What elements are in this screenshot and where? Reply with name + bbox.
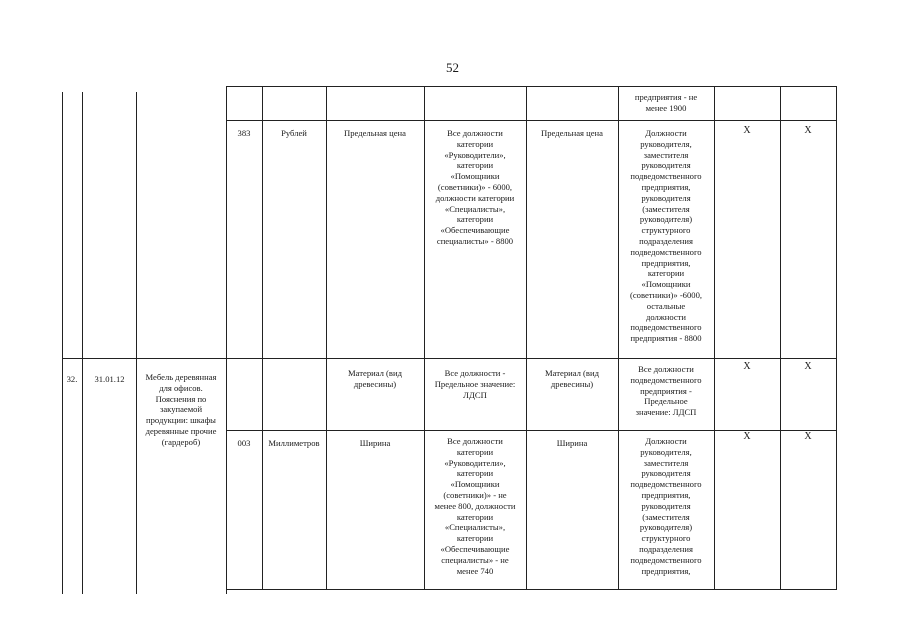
- grid-line: [326, 86, 327, 590]
- grid-line: [526, 86, 527, 590]
- row-32-material-char-value: Все должности - Предельное значение: ЛДСП: [434, 368, 516, 400]
- row-383-code: 383: [237, 128, 251, 138]
- grid-line: [836, 86, 837, 590]
- grid-line: [618, 86, 619, 590]
- row-32-width-x2: X: [804, 432, 812, 442]
- row-383-char-name: Предельная цена: [344, 128, 406, 138]
- row-32-width-x1: X: [743, 432, 751, 442]
- row-383-unit: Рублей: [281, 128, 307, 138]
- grid-line: [424, 86, 425, 590]
- row-383-norm-value: Должности руководителя, заместителя руководителя подведомственного предприятия, руководителя (заместителя руководителя) структурного подразделения подведомственного предприятия, категории «Помощники (советники)» -6000, остальные должности подведомственного предприятия - 8800: [629, 128, 703, 344]
- row-32-width-norm-name: Ширина: [556, 438, 588, 448]
- row-32-width-char-name: Ширина: [359, 438, 391, 448]
- row-32-width-unit: Миллиметров: [268, 438, 320, 448]
- grid-line: [226, 86, 227, 594]
- row-32-okpd: 31.01.12: [94, 374, 125, 384]
- grid-line: [136, 92, 137, 594]
- row-383-norm-name: Предельная цена: [541, 128, 603, 138]
- row-383-x2: X: [804, 126, 812, 136]
- row-32-material-x2: X: [804, 362, 812, 372]
- row-32-material-norm-value: Все должности подведомственного предприятия - Предельное значение: ЛДСП: [630, 364, 702, 418]
- grid-line: [226, 589, 837, 590]
- grid-line: [62, 92, 63, 594]
- row-32-width-char-value: Все должности категории «Руководители», категории «Помощники (советники)» - не менее 800, должности категории «Специалисты», категории «Обеспечивающие специалисты» - не менее 740: [434, 436, 516, 576]
- grid-line: [82, 92, 83, 594]
- row-32-width-code: 003: [237, 438, 251, 448]
- grid-line: [226, 86, 837, 87]
- row-383-char-value: Все должности категории «Руководители», категории «Помощники (советники)» - 6000, должности категории «Специалисты», категории «Обеспечивающие специалисты» - 8800: [435, 128, 515, 246]
- row-32-material-norm-name: Материал (вид древесины): [545, 368, 599, 389]
- page-number: 52: [446, 60, 459, 75]
- grid-line: [226, 120, 837, 121]
- row-32-width-norm-value: Должности руководителя, заместителя руководителя подведомственного предприятия, руководителя (заместителя руководителя) структурного подразделения подведомственного предприятия,: [630, 436, 702, 576]
- grid-line: [226, 430, 837, 431]
- carry-over-norm-value: предприятия - не менее 1900: [634, 92, 698, 113]
- grid-line: [780, 86, 781, 590]
- row-32-material-char-name: Материал (вид древесины): [348, 368, 402, 389]
- row-32-name: Мебель деревянная для офисов. Пояснения по закупаемой продукции: шкафы деревянные прочие (гардероб): [145, 372, 217, 447]
- row-383-x1: X: [743, 126, 751, 136]
- row-32-material-x1: X: [743, 362, 751, 372]
- row-32-number: 32.: [66, 374, 78, 384]
- grid-line: [714, 86, 715, 590]
- grid-line: [62, 358, 837, 359]
- grid-line: [262, 86, 263, 590]
